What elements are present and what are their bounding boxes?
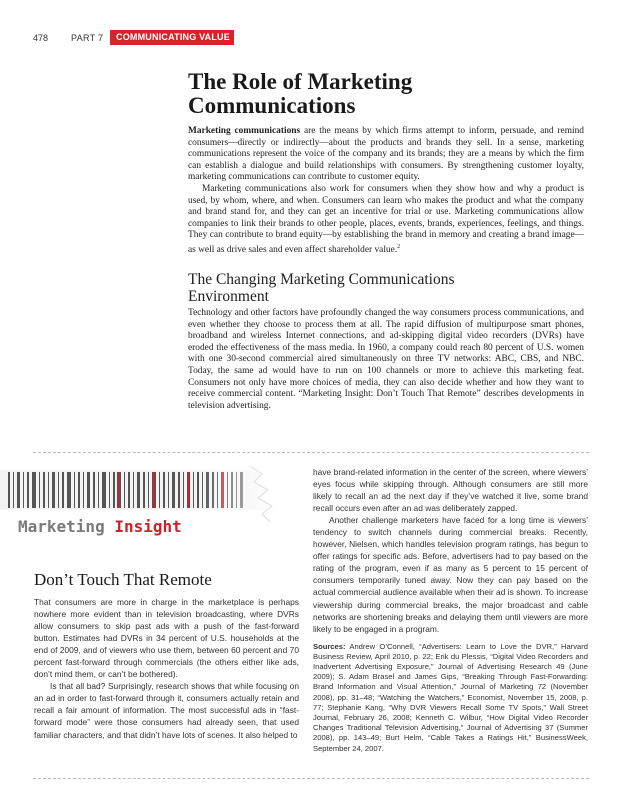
- intro-paragraph-1: [188, 126, 584, 184]
- page-title-line1: The Role of Marketing: [188, 69, 413, 94]
- section2-text: [188, 308, 584, 412]
- box-bottom-rule: [33, 778, 589, 779]
- subheading-line1: The Changing Marketing Communications: [188, 271, 455, 288]
- box-left-column: [34, 596, 299, 741]
- box-right-paragraph-2: Another challenge marketers have faced for a long time is viewers’ tendency to switch channels during commercial breaks. Recently, however, Nielsen, which handles television program ratings, has begun to offer ratings for specific ads. Before, advertisers had to pay based on the rating of the program, even if as many as 5 percent to 15 percent of consumers temporarily tuned away. Now they can pay based on the actual commercial audience available when their ad is shown. To increase viewership during commercial breaks, the major broadcast and cable networks are shortening breaks and delaying them until viewers are more likely to be engaged in a program.: [313, 515, 588, 634]
- part-label: PART 7: [71, 33, 104, 43]
- page-title: [188, 70, 588, 118]
- intro-paragraph-1-text: are the means by which firms attempt to inform, persuade, and remind consumers—directly or indirectly—about the products and brands they sell. In a sense, marketing communications represent the voice of the company and its brands; they are a means by which the firm can establish a dialogue and build relationships with consumers. By strengthening customer loyalty, marketing communications can contribute to customer equity.: [188, 126, 584, 183]
- box-left-paragraph-2: Is that all bad? Surprisingly, research shows that while focusing on an ad in order to fast-forward through it, consumers actually retain and recall a fair amount of information. The most successful ads in “fast-forward mode” were those consumers had already seen, that used familiar characters, and that didn’t have lots of scenes. It also helped to: [34, 681, 299, 740]
- key-term: Marketing communications: [188, 126, 301, 136]
- subheading-line2: Environment: [188, 288, 269, 305]
- box-right-column: [313, 466, 588, 754]
- section-banner: COMMUNICATING VALUE: [110, 30, 234, 45]
- section-subheading: [188, 271, 588, 305]
- box-sources: [313, 642, 588, 754]
- page-title-line2: Communications: [188, 93, 356, 118]
- page-number: 478: [33, 33, 49, 43]
- box-right-paragraph-1: have brand-related information in the center of the screen, where viewers’ eyes focus while skipping through. Although consumers are still more likely to recall an ad the next day if they’ve watched it live, some brand recall occurs even after an ad was deliberately zapped.: [313, 467, 588, 514]
- intro-paragraph-2: [188, 184, 584, 257]
- footnote-ref: 2: [397, 243, 401, 250]
- label-insight: Insight: [114, 517, 182, 536]
- box-top-rule: [33, 452, 589, 453]
- marketing-insight-label: [18, 516, 258, 538]
- box-title: Don’t Touch That Remote: [34, 570, 212, 589]
- barcode-graphic: [0, 466, 300, 522]
- intro-text: [188, 126, 584, 257]
- sources-text: Andrew O’Connell, “Advertisers: Learn to Love the DVR,” Harvard Business Review, April 2010, p. 22; Erik du Plessis, “Digital Video Recorders and Inadvertent Advertising Exposure,” Journal of Advertising Research 49 (June 2009); S. Adam Brasel and James Gips, “Breaking Through Fast-Forwarding: Brand Information and Visual Attention,” Journal of Marketing 72 (November 2008), pp. 31–48; “Watching the Watchers,” Economist, November 15, 2008, p. 77; Stephanie Kang, “Why DVR Viewers Recall Some TV Spots,” Wall Street Journal, February 26, 2008; Kenneth C. Wilbur, “How Digital Video Recorder Changes Traditional Television Advertising,” Journal of Advertising 37 (Summer 2008), pp. 143–49; Burt Helm, “Cable Takes a Ratings Hit,” BusinessWeek, September 24, 2007.: [313, 641, 588, 753]
- label-marketing: Marketing: [18, 517, 115, 536]
- box-left-paragraph-1: That consumers are more in charge in the marketplace is perhaps nowhere more evident than in television broadcasting, where DVRs allow consumers to skip past ads with a push of the fast-forward button. Estimates had DVRs in 34 percent of U.S. households at the end of 2009, and of viewers who use them, between 60 percent and 70 percent fast-forward through commercials (the others either like ads, don’t mind them, or can’t be bothered).: [34, 597, 299, 680]
- section2-paragraph: Technology and other factors have profoundly changed the way consumers process communications, and even whether they choose to process them at all. The rapid diffusion of multipurpose smart phones, broadband and wireless Internet connections, and ad-skipping digital video recorders (DVRs) have eroded the effectiveness of the mass media. In 1960, a company could reach 80 percent of U.S. women with one 30-second commercial aired simultaneously on three TV networks: ABC, CBS, and NBC. Today, the same ad would have to run on 100 channels or more to achieve this marketing feat. Consumers not only have more choices of media, they can also decide whether and how they want to receive commercial content. “Marketing Insight: Don’t Touch That Remote” describes developments in television advertising.: [188, 308, 584, 411]
- intro-paragraph-2-text: Marketing communications also work for consumers when they show how and why a product is used, by whom, where, and when. Consumers can learn who makes the product and what the company and brand stand for, and they can get an incentive for trial or use. Marketing communications allow companies to link their brands to other people, places, events, brands, experiences, feelings, and things. They can contribute to brand equity—by establishing the brand in memory and creating a brand image—as well as drive sales and even affect shareholder value.: [188, 183, 584, 256]
- sources-label: Sources:: [313, 641, 346, 651]
